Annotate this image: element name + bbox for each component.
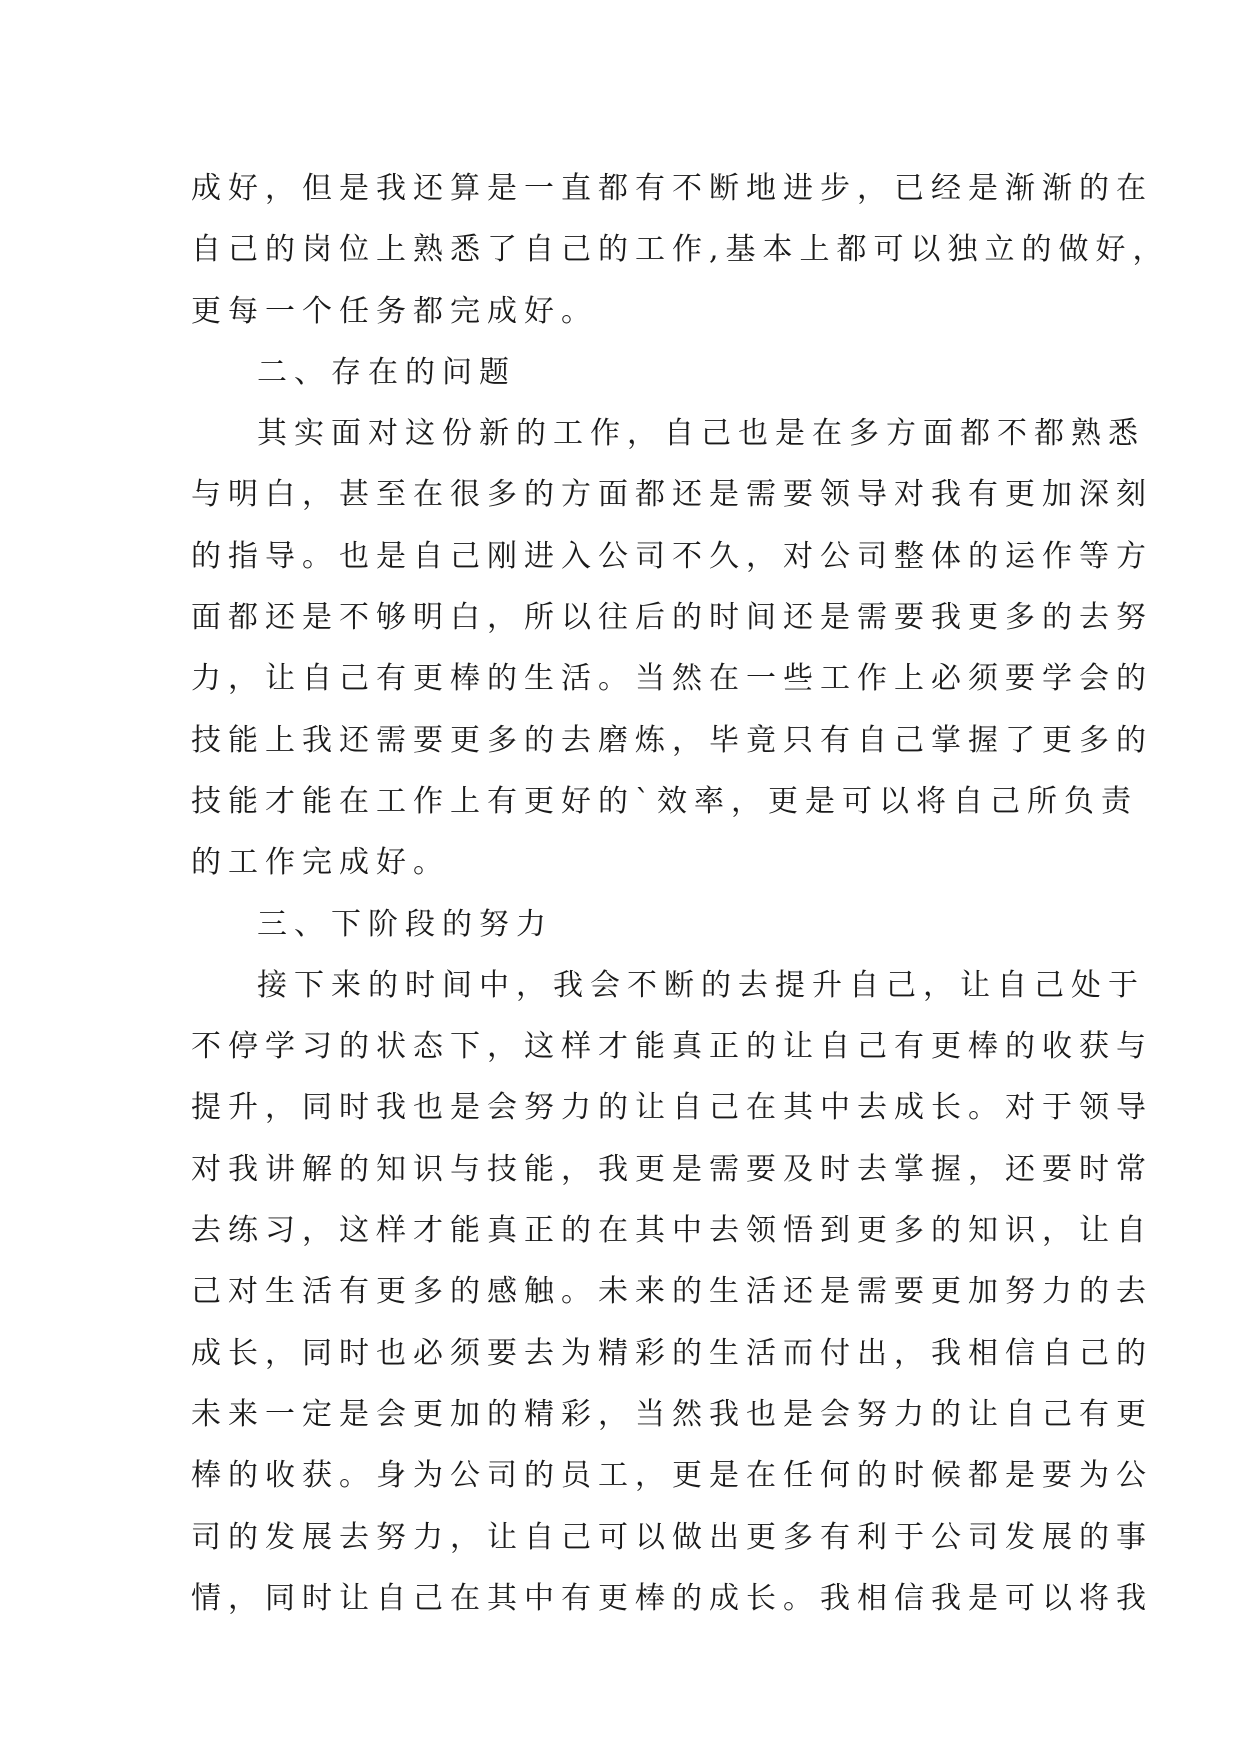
text-line: 更每一个任务都完成好。 <box>191 293 598 329</box>
text-line: 不停学习的状态下，这样才能真正的让自己有更棒的收获与 <box>191 1029 1153 1065</box>
text-line: 情，同时让自己在其中有更棒的成长。我相信我是可以将我 <box>191 1580 1153 1616</box>
text-line: 己对生活有更多的感触。未来的生活还是需要更加努力的去 <box>191 1274 1153 1310</box>
text-line: 三、下阶段的努力 <box>257 906 553 942</box>
text-line: 的工作完成好。 <box>191 845 450 881</box>
text-line: 技能才能在工作上有更好的`效率，更是可以将自己所负责 <box>191 783 1138 819</box>
text-line: 成长，同时也必须要去为精彩的生活而付出，我相信自己的 <box>191 1335 1153 1371</box>
text-line: 成好，但是我还算是一直都有不断地进步，已经是渐渐的在 <box>191 171 1153 206</box>
text-line: 去练习，这样才能真正的在其中去领悟到更多的知识，让自 <box>191 1213 1153 1249</box>
text-line: 司的发展去努力，让自己可以做出更多有利于公司发展的事 <box>191 1519 1153 1555</box>
text-line: 其实面对这份新的工作，自己也是在多方面都不都熟悉 <box>257 416 1145 452</box>
text-line: 未来一定是会更加的精彩，当然我也是会努力的让自己有更 <box>191 1396 1153 1432</box>
text-line: 棒的收获。身为公司的员工，更是在任何的时候都是要为公 <box>191 1458 1153 1494</box>
text-line: 提升，同时我也是会努力的让自己在其中去成长。对于领导 <box>191 1090 1153 1126</box>
text-line: 接下来的时间中，我会不断的去提升自己，让自己处于 <box>257 967 1145 1003</box>
text-line: 的指导。也是自己刚进入公司不久，对公司整体的运作等方 <box>191 538 1153 574</box>
text-line: 面都还是不够明白，所以往后的时间还是需要我更多的去努 <box>191 600 1153 636</box>
text-line: 技能上我还需要更多的去磨炼，毕竟只有自己掌握了更多的 <box>191 722 1153 758</box>
text-line: 自己的岗位上熟悉了自己的工作,基本上都可以独立的做好， <box>191 232 1170 268</box>
document-body <box>191 158 1170 1629</box>
text-line: 力，让自己有更棒的生活。当然在一些工作上必须要学会的 <box>191 661 1153 697</box>
text-line: 对我讲解的知识与技能，我更是需要及时去掌握，还要时常 <box>191 1151 1153 1187</box>
text-line: 与明白，甚至在很多的方面都还是需要领导对我有更加深刻 <box>191 477 1153 513</box>
text-line: 二、存在的问题 <box>257 354 516 390</box>
